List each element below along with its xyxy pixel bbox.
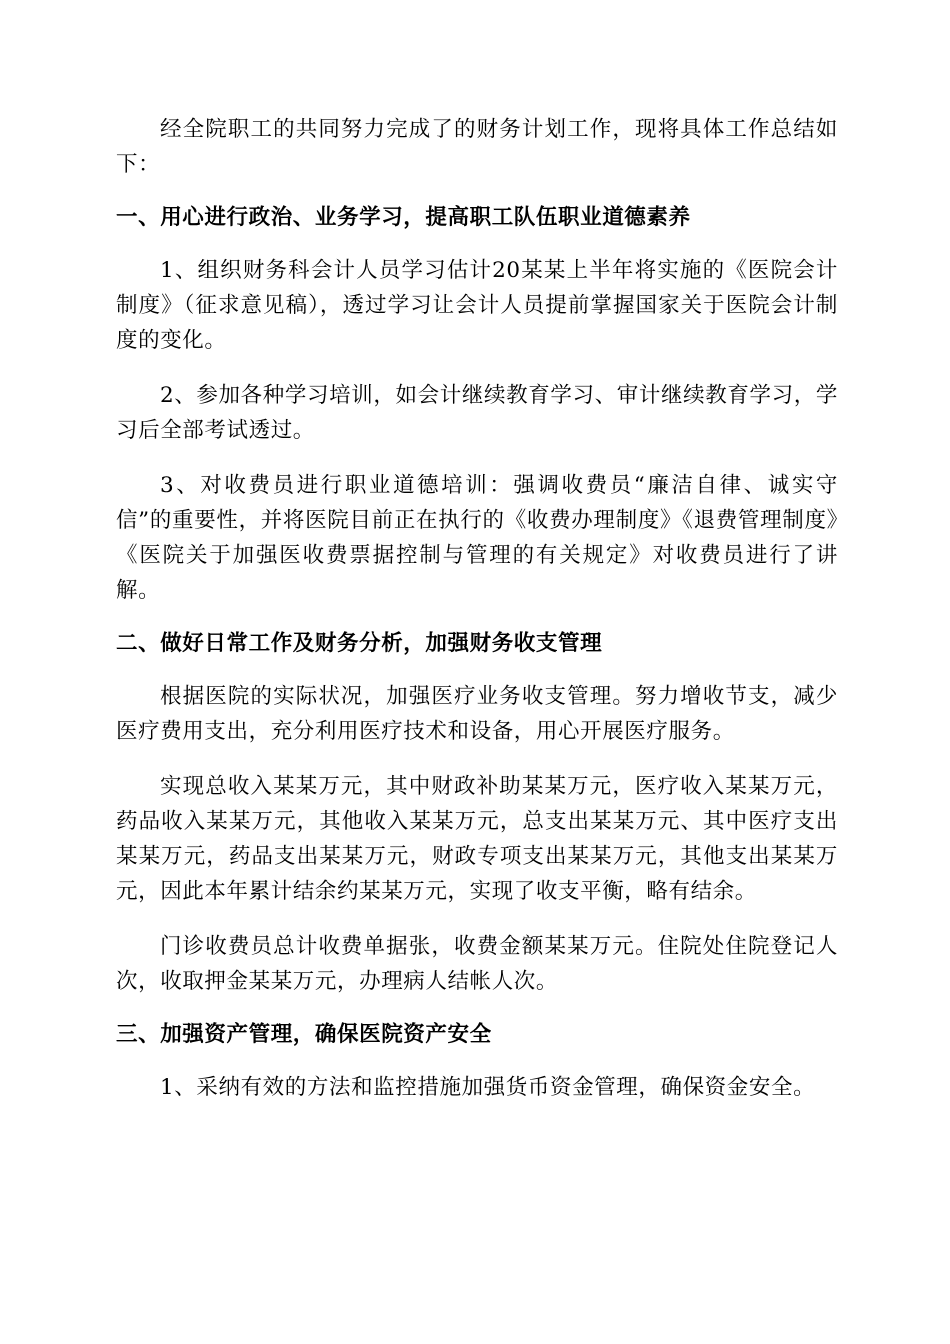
section1-item-3: 3、对收费员进行职业道德培训：强调收费员“廉洁自律、诚实守信”的重要性，并将医院目前正在执行的《收费办理制度》《退费管理制度》《医院关于加强医收费票据控制与管理的有关规定》对收费员进行了讲解。 bbox=[116, 473, 838, 603]
section-heading-3: 三、加强资产管理，确保医院资产安全 bbox=[116, 1022, 492, 1047]
intro-paragraph: 经全院职工的共同努力完成了的财务计划工作，现将具体工作总结如下： bbox=[116, 117, 838, 177]
section2-item-1: 根据医院的实际状况，加强医疗业务收支管理。努力增收节支，减少医疗费用支出，充分利用医疗技术和设备，用心开展医疗服务。 bbox=[116, 684, 838, 744]
section1-item-2: 2、参加各种学习培训，如会计继续教育学习、审计继续教育学习，学习后全部考试透过。 bbox=[116, 383, 838, 443]
document-page bbox=[116, 112, 838, 1105]
section2-item-2: 实现总收入某某万元，其中财政补助某某万元，医疗收入某某万元，药品收入某某万元，其他收入某某万元，总支出某某万元、其中医疗支出某某万元，药品支出某某万元，财政专项支出某某万元，其他支出某某万元，因此本年累计结余约某某万元，实现了收支平衡，略有结余。 bbox=[116, 774, 838, 904]
section2-item-3: 门诊收费员总计收费单据张，收费金额某某万元。住院处住院登记人次，收取押金某某万元，办理病人结帐人次。 bbox=[116, 934, 838, 994]
section3-item-1: 1、采纳有效的方法和监控措施加强货币资金管理，确保资金安全。 bbox=[160, 1075, 816, 1100]
section-heading-1: 一、用心进行政治、业务学习，提高职工队伍职业道德素养 bbox=[116, 205, 691, 230]
section-heading-2: 二、做好日常工作及财务分析，加强财务收支管理 bbox=[116, 631, 603, 656]
section1-item-1: 1、组织财务科会计人员学习估计20某某上半年将实施的《医院会计制度》（征求意见稿），透过学习让会计人员提前掌握国家关于医院会计制度的变化。 bbox=[116, 258, 838, 353]
